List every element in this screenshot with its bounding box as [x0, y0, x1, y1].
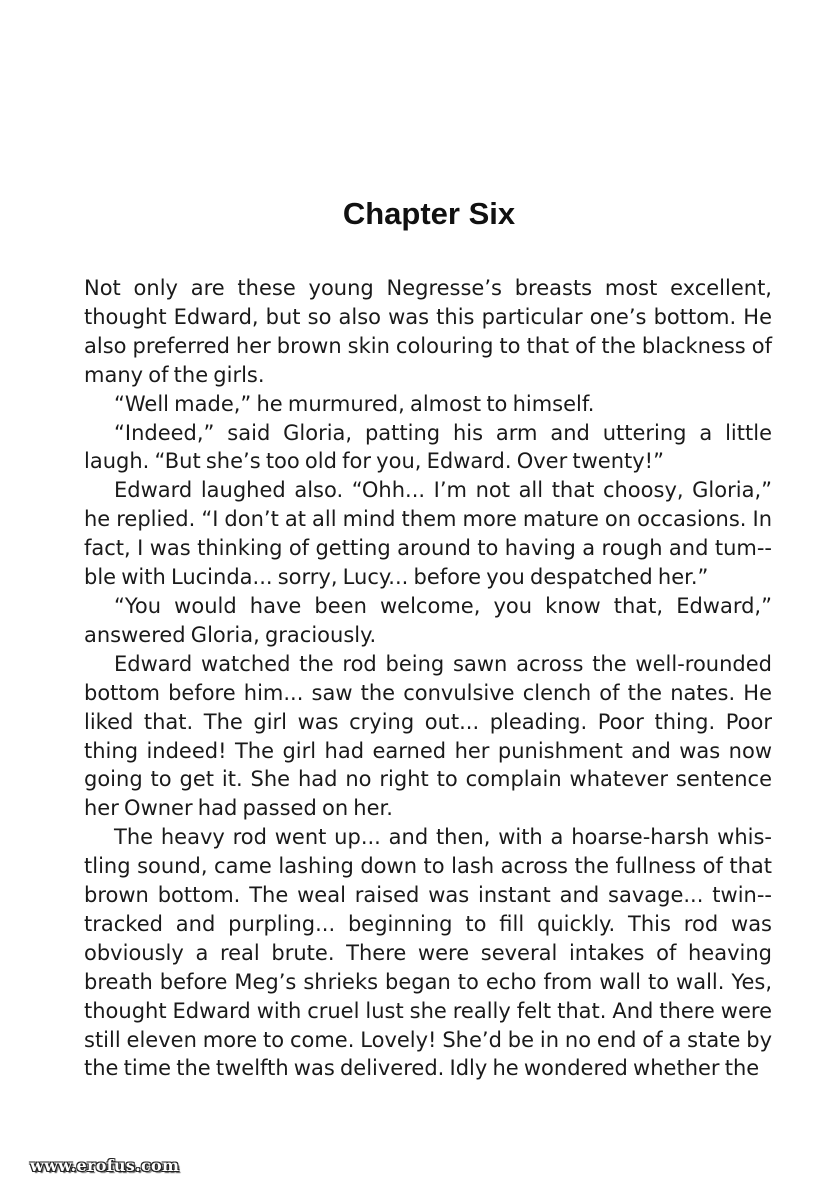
paragraph-5: “You would have been welcome, you know that, Edward,” answered Gloria, graciously.: [84, 593, 772, 647]
chapter-body: [84, 274, 772, 1083]
paragraph-7: The heavy rod went up... and then, with a hoarse-harsh whistling sound, came lashing down to lash across the fullness of that brown bottom. The weal raised was instant and savage... twin-tracked and purpling... beginning to fill quickly. This rod was obviously a real brute. There were several intakes of heaving breath before Meg’s shrieks began to echo from wall to wall. Yes, thought Edward with cruel lust she really felt that. And there were still eleven more to come. Lovely! She’d be in no end of a state by the time the twelfth was delivered. Idly he wondered whether the: [84, 825, 772, 1081]
paragraph-6: Edward watched the rod being sawn across the well-rounded bottom before him... saw the convulsive clench of the nates. He liked that. The girl was crying out... pleading. Poor thing. Poor thing indeed! The girl had earned her punishment and was now going to get it. She had no right to complain whatever sentence her Owner had passed on her.: [84, 651, 772, 821]
chapter-title: Chapter Six: [342, 196, 516, 231]
paragraph-2: “Well made,” he murmured, almost to himself.: [114, 391, 595, 416]
paragraph-1: Not only are these young Negresse’s breasts most excellent, thought Edward, but so also was this particular one’s bottom. He also preferred her brown skin colouring to that of the blackness of many of the girls.: [84, 276, 772, 387]
paragraph-3: “Indeed,” said Gloria, patting his arm and uttering a little laugh. “But she’s too old for you, Edward. Over twenty!”: [84, 420, 772, 474]
paragraph-4: Edward laughed also. “Ohh... I’m not all that choosy, Gloria,” he replied. “I don’t at all mind them more mature on occasions. In fact, I was thinking of getting around to having a rough and tum-ble with Lucinda... sorry, Lucy... before you despatched her.”: [84, 478, 772, 590]
watermark-text: www.erofus.com: [30, 1156, 180, 1175]
